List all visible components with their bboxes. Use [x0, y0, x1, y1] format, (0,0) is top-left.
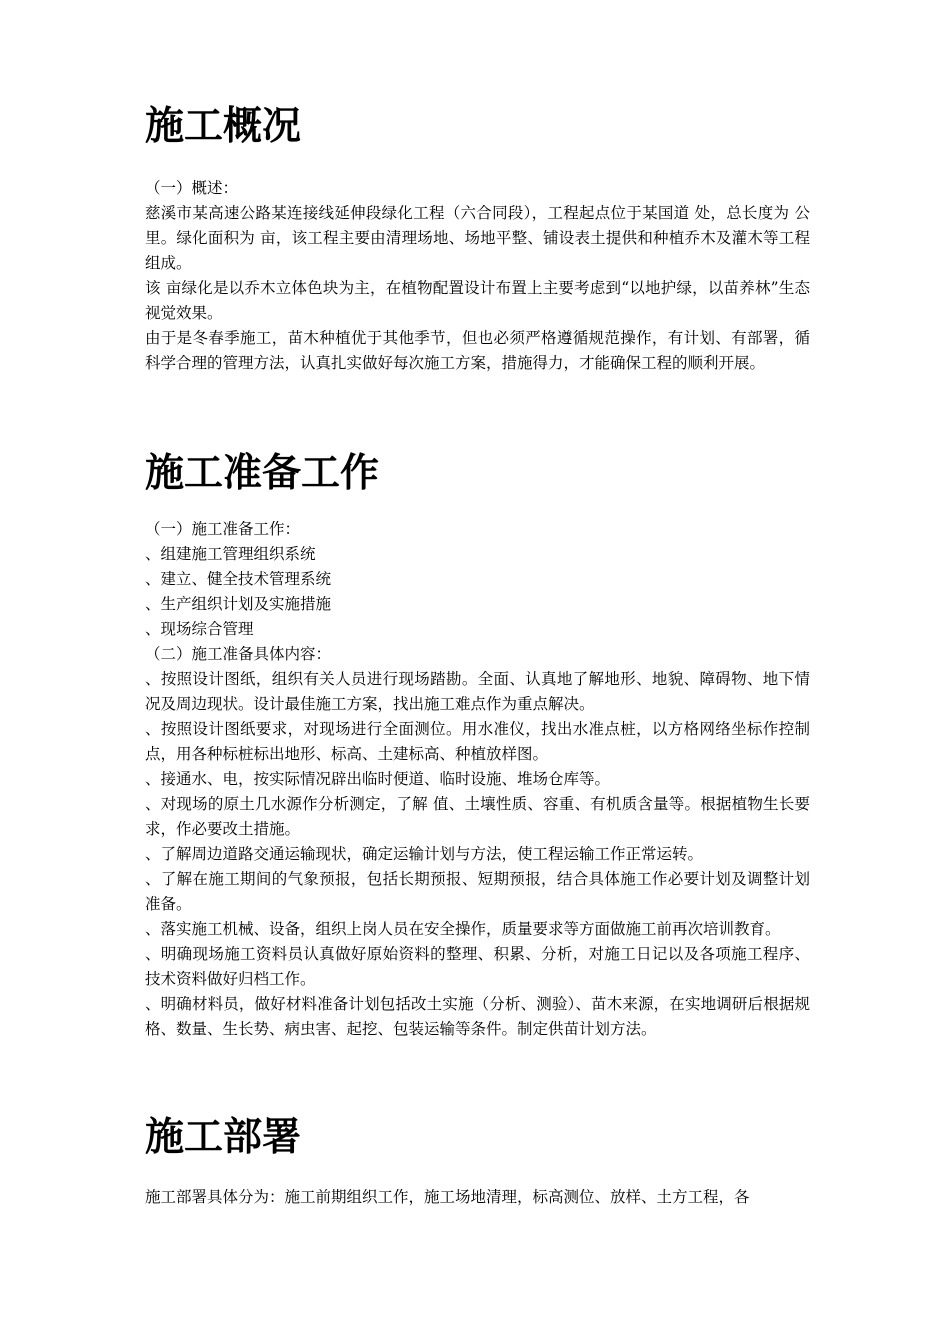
list-item: 、对现场的原土几水源作分析测定，了解 值、土壤性质、容重、有机质含量等。根据植物生长要求，作必要改土措施。	[145, 795, 810, 838]
list-item: 、了解在施工期间的气象预报，包括长期预报、短期预报，结合具体施工作必要计划及调整计划准备。	[145, 870, 810, 913]
paragraph: 该 亩绿化是以乔木立体色块为主，在植物配置设计布置上主要考虑到“以地护绿，以苗养林”生态视觉效果。	[145, 279, 810, 322]
list-item: 、建立、健全技术管理系统	[145, 570, 332, 588]
section-body-preparation	[145, 517, 810, 1042]
list-item: 、接通水、电，按实际情况辟出临时便道、临时设施、堆场仓库等。	[145, 770, 611, 788]
list-item: 、明确现场施工资料员认真做好原始资料的整理、积累、分析，对施工日记以及各项施工程序、技术资料做好归档工作。	[145, 945, 810, 988]
section-heading-overview: 施工概况	[145, 103, 302, 149]
paragraph: 由于是冬春季施工，苗木种植优于其他季节，但也必须严格遵循规范操作，有计划、有部署，循科学合理的管理方法，认真扎实做好每次施工方案，措施得力，才能确保工程的顺利开展。	[145, 329, 810, 372]
list-item: 、按照设计图纸，组织有关人员进行现场踏勘。全面、认真地了解地形、地貌、障碍物、地下情况及周边现状。设计最佳施工方案，找出施工难点作为重点解决。	[145, 670, 810, 713]
paragraph: （二）施工准备具体内容：	[145, 645, 332, 663]
list-item: 、现场综合管理	[145, 620, 254, 638]
list-item: 、落实施工机械、设备，组织上岗人员在安全操作，质量要求等方面做施工前再次培训教育。	[145, 920, 781, 938]
list-item: 、明确材料员，做好材料准备计划包括改土实施（分析、测验）、苗木来源，在实地调研后根据规格、数量、生长势、病虫害、起挖、包装运输等条件。制定供苗计划方法。	[145, 995, 810, 1038]
section-heading-deployment: 施工部署	[145, 1114, 302, 1160]
paragraph: （一）施工准备工作：	[145, 520, 301, 538]
paragraph: 慈溪市某高速公路某连接线延伸段绿化工程（六合同段），工程起点位于某国道 处，总长度为 公里。绿化面积为 亩，该工程主要由清理场地、场地平整、铺设表土提供和种植乔木及灌木等工程组成。	[145, 204, 810, 272]
section-body-overview	[145, 176, 810, 376]
section-heading-preparation: 施工准备工作	[145, 450, 380, 496]
list-item: 、按照设计图纸要求，对现场进行全面测位。用水准仪，找出水准点桩，以方格网络坐标作控制点，用各种标桩标出地形、标高、土建标高、种植放样图。	[145, 720, 810, 763]
paragraph: （一）概述：	[145, 179, 239, 197]
list-item: 、生产组织计划及实施措施	[145, 595, 332, 613]
section-body-deployment	[145, 1185, 810, 1210]
paragraph: 施工部署具体分为：施工前期组织工作，施工场地清理，标高测位、放样、土方工程，各	[145, 1188, 750, 1206]
list-item: 、组建施工管理组织系统	[145, 545, 316, 563]
list-item: 、了解周边道路交通运输现状，确定运输计划与方法，使工程运输工作正常运转。	[145, 845, 704, 863]
